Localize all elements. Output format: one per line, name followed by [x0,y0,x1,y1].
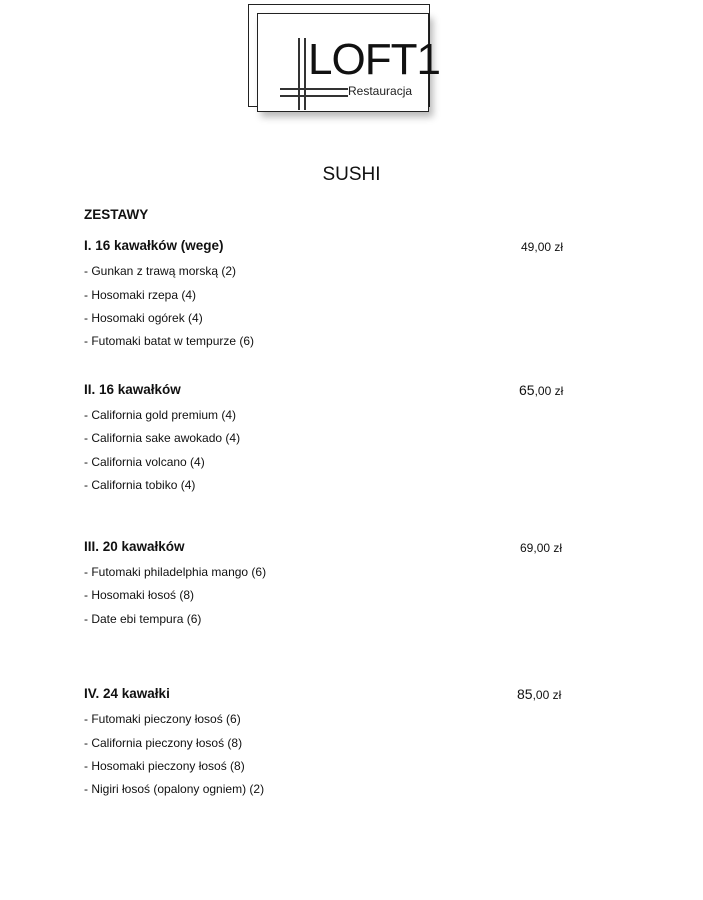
price-integer: 49 [521,240,535,254]
list-item: - Gunkan z trawą morską (2) [84,264,237,278]
logo-subtitle: Restauracja [348,84,413,98]
price-integer: 69 [520,541,534,555]
logo-wordmark: LOFT1 [308,35,440,84]
logo-line [280,95,348,97]
section-title: ZESTAWY [84,207,149,222]
price-decimal: ,00 zł [534,384,564,398]
price-decimal: ,00 zł [532,688,562,702]
logo-line [304,38,306,110]
logo-inner-frame [257,13,440,112]
price-decimal: ,00 zł [534,240,564,254]
list-item: - Hosomaki pieczony łosoś (8) [84,759,245,773]
list-item: - Nigiri łosoś (opalony ogniem) (2) [84,782,265,796]
set-title: II. 16 kawałków [84,382,181,397]
price-decimal: ,00 zł [533,541,563,555]
list-item: - Futomaki pieczony łosoś (6) [84,712,241,726]
set-price [519,381,563,400]
list-item: - Hosomaki rzepa (4) [84,288,197,302]
logo-line [298,38,300,110]
set-title: III. 20 kawałków [84,539,185,554]
price-integer: 65 [519,382,535,398]
price-integer: 85 [517,686,533,702]
list-item: - Futomaki batat w tempurze (6) [84,334,255,348]
set-price [517,685,561,704]
restaurant-logo [248,4,456,122]
set-title: I. 16 kawałków (wege) [84,238,224,253]
list-item: - Date ebi tempura (6) [84,612,202,626]
list-item: - Hosomaki łosoś (8) [84,588,195,602]
list-item: - Futomaki philadelphia mango (6) [84,565,267,579]
list-item: - California tobiko (4) [84,478,196,492]
list-item: - California volcano (4) [84,455,205,469]
set-price [521,238,563,256]
list-item: - Hosomaki ogórek (4) [84,311,203,325]
list-item: - California gold premium (4) [84,408,237,422]
set-title: IV. 24 kawałki [84,686,170,701]
set-price [520,539,562,557]
logo-line [280,88,348,90]
page-title: SUSHI [322,164,381,185]
list-item: - California sake awokado (4) [84,431,241,445]
list-item: - California pieczony łosoś (8) [84,736,243,750]
